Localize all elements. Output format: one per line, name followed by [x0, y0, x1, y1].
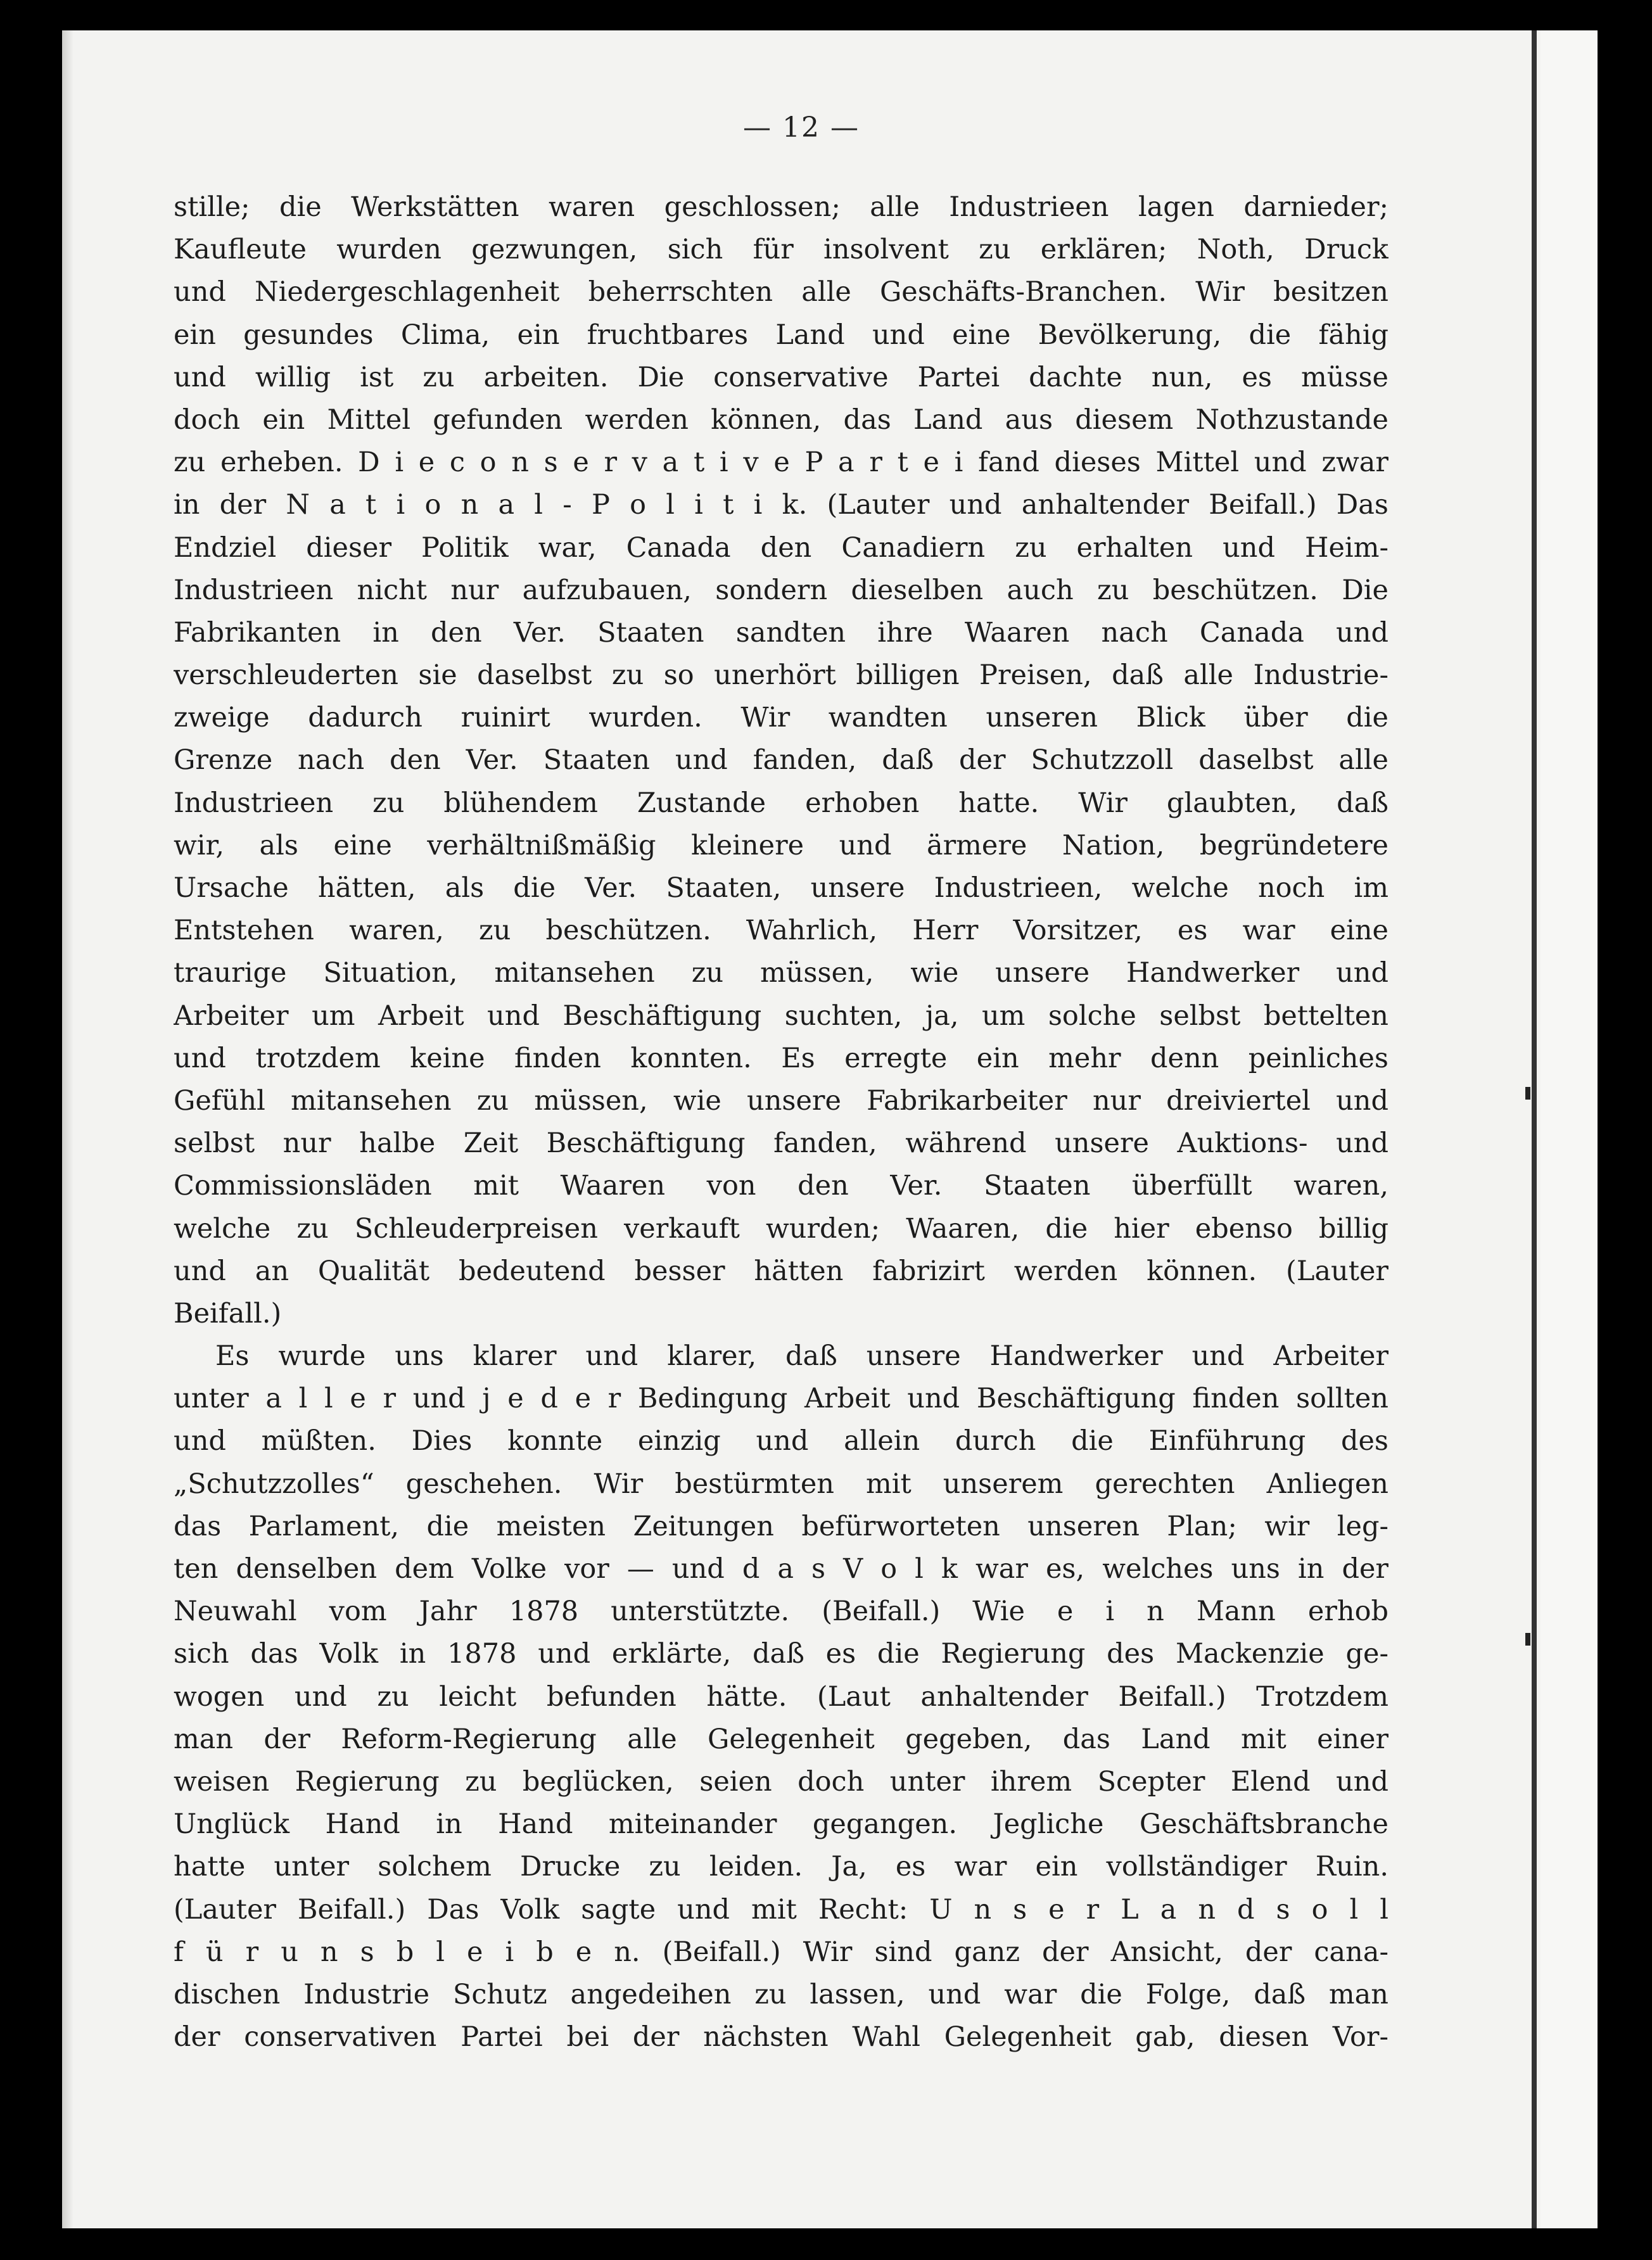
text-line: Commissionsläden mit Waaren von den Ver. Staaten überfüllt waren, — [174, 1170, 1388, 1202]
text-line: traurige Situation, mitansehen zu müssen, wie unsere Handwerker und — [174, 957, 1388, 989]
binding-mark — [1525, 1633, 1530, 1646]
text-line: (Lauter Beifall.) Das Volk sagte und mit Recht: U n s e r L a n d s o l l — [174, 1893, 1388, 1926]
text-line: wir, als eine verhältnißmäßig kleinere und ärmere Nation, begründetere — [174, 829, 1388, 861]
text-line: Entstehen waren, zu beschützen. Wahrlich, Herr Vorsitzer, es war eine — [174, 915, 1388, 947]
text-line: und willig ist zu arbeiten. Die conservative Partei dachte nun, es müsse — [174, 361, 1388, 393]
text-line: doch ein Mittel gefunden werden können, das Land aus diesem Nothzustande — [174, 403, 1388, 436]
text-line: Neuwahl vom Jahr 1878 unterstützte. (Beifall.) Wie e i n Mann erhob — [174, 1596, 1388, 1628]
text-line: man der Reform-Regierung alle Gelegenheit gegeben, das Land mit einer — [174, 1723, 1388, 1755]
text-line: „Schutzzolles“ geschehen. Wir bestürmten mit unserem gerechten Anliegen — [174, 1468, 1388, 1500]
text-line: hatte unter solchem Drucke zu leiden. Ja, es war ein vollständiger Ruin. — [174, 1851, 1388, 1883]
text-line: sich das Volk in 1878 und erklärte, daß es die Regierung des Mackenzie ge- — [174, 1638, 1388, 1670]
text-line: stille; die Werkstätten waren geschlossen; alle Industrieen lagen darnieder; — [174, 191, 1388, 223]
text-line: Unglück Hand in Hand miteinander gegangen. Jegliche Geschäftsbranche — [174, 1808, 1388, 1841]
text-line: welche zu Schleuderpreisen verkauft wurden; Waaren, die hier ebenso billig — [174, 1212, 1388, 1245]
scan-border-right — [1598, 30, 1652, 2228]
text-line: ten denselben dem Volke vor — und d a s V o l k war es, welches uns in der — [174, 1553, 1388, 1585]
body-text — [174, 186, 1388, 2059]
text-line: Ursache hätten, als die Ver. Staaten, unsere Industrieen, welche noch im — [174, 872, 1388, 904]
text-line: Fabrikanten in den Ver. Staaten sandten ihre Waaren nach Canada und — [174, 616, 1388, 649]
text-line: der conservativen Partei bei der nächsten Wahl Gelegenheit gab, diesen Vor- — [174, 2021, 1388, 2054]
text-line: und müßten. Dies konnte einzig und allein durch die Einführung des — [174, 1425, 1388, 1457]
text-line: Grenze nach den Ver. Staaten und fanden, daß der Schutzzoll daselbst alle — [174, 744, 1388, 777]
text-line: dischen Industrie Schutz angedeihen zu lassen, und war die Folge, daß man — [174, 1978, 1388, 2010]
page-edge-shadow — [62, 30, 73, 2228]
document-page — [62, 30, 1541, 2228]
text-line: zu erheben. D i e c o n s e r v a t i v e P a r t e i fand dieses Mittel und zwar — [174, 447, 1388, 479]
text-line: Kaufleute wurden gezwungen, sich für insolvent zu erklären; Noth, Druck — [174, 234, 1388, 266]
binding-mark — [1525, 1087, 1530, 1100]
text-line: Gefühl mitansehen zu müssen, wie unsere Fabrikarbeiter nur dreiviertel und — [174, 1084, 1388, 1117]
text-line: und trotzdem keine finden konnten. Es erregte ein mehr denn peinliches — [174, 1042, 1388, 1074]
text-line: f ü r u n s b l e i b e n. (Beifall.) Wir sind ganz der Ansicht, der cana- — [174, 1936, 1388, 1968]
text-line: Arbeiter um Arbeit und Beschäftigung suchten, ja, um solche selbst bettelten — [174, 1000, 1388, 1032]
page-number: — 12 — — [743, 111, 860, 144]
text-line: verschleuderten sie daselbst zu so unerhört billigen Preisen, daß alle Industrie- — [174, 659, 1388, 692]
text-line: Industrieen zu blühendem Zustande erhoben hatte. Wir glaubten, daß — [174, 787, 1388, 819]
text-line: und Niedergeschlagenheit beherrschten alle Geschäfts-Branchen. Wir besitzen — [174, 276, 1388, 308]
text-line: unter a l l e r und j e d e r Bedingung Arbeit und Beschäftigung finden sollten — [174, 1383, 1388, 1415]
text-line: Beifall.) — [174, 1297, 282, 1330]
text-line: Industrieen nicht nur aufzubauen, sondern dieselben auch zu beschützen. Die — [174, 574, 1388, 606]
text-line: wogen und zu leicht befunden hätte. (Laut anhaltender Beifall.) Trotzdem — [174, 1680, 1388, 1713]
adjacent-page-gutter — [1541, 30, 1598, 2228]
text-line: selbst nur halbe Zeit Beschäftigung fanden, während unsere Auktions- und — [174, 1127, 1388, 1160]
text-line: Es wurde uns klarer und klarer, daß unsere Handwerker und Arbeiter — [215, 1340, 1388, 1373]
text-line: ein gesundes Clima, ein fruchtbares Land und eine Bevölkerung, die fähig — [174, 319, 1388, 351]
text-line: und an Qualität bedeutend besser hätten fabrizirt werden können. (Lauter — [174, 1255, 1388, 1287]
text-line: zweige dadurch ruinirt wurden. Wir wandten unseren Blick über die — [174, 702, 1388, 734]
text-line: das Parlament, die meisten Zeitungen befürworteten unseren Plan; wir leg- — [174, 1510, 1388, 1542]
binding-line — [1532, 30, 1537, 2228]
text-line: weisen Regierung zu beglücken, seien doch unter ihrem Scepter Elend und — [174, 1765, 1388, 1798]
text-line: in der N a t i o n a l - P o l i t i k. (Lauter und anhaltender Beifall.) Das — [174, 489, 1388, 521]
text-line: Endziel dieser Politik war, Canada den Canadiern zu erhalten und Heim- — [174, 531, 1388, 564]
